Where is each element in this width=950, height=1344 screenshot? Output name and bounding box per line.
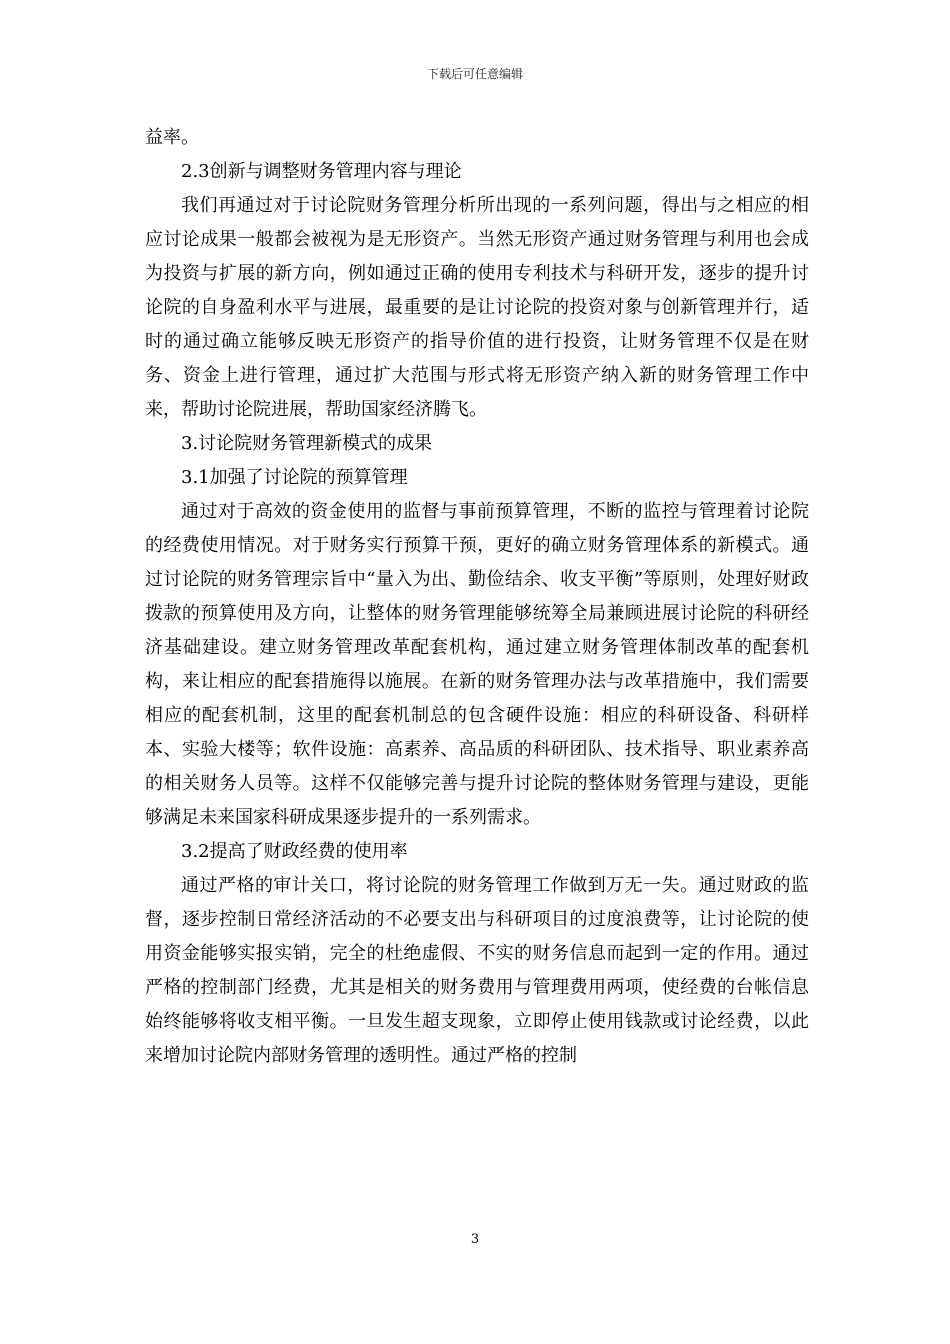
paragraph-continuation: 益率。: [145, 127, 199, 148]
paragraph-budget-management: 通过对于高效的资金使用的监督与事前预算管理，不断的监控与管理着讨论院的经费使用情况。对于财务实行预算干预，更好的确立财务管理体系的新模式。通过讨论院的财务管理宗旨中“量入为出、勤俭结余、收支平衡”等原则，处理好财政拨款的预算使用及方向，让整体的财务管理能够统筹全局兼顾进展讨论院的科研经济基础建设。建立财务管理改革配套机构，通过建立财务管理体制改革的配套机构，来让相应的配套措施得以施展。在新的财务管理办法与改革措施中，我们需要相应的配套机制，这里的配套机制总的包含硬件设施：相应的科研设备、科研样本、实验大楼等；软件设施：高素养、高品质的科研团队、技术指导、职业素养高的相关财务人员等。这样不仅能够完善与提升讨论院的整体财务管理与建设，更能够满足未来国家科研成果逐步提升的一系列需求。: [145, 501, 809, 828]
section-heading-3-2: 3.2提高了财政经费的使用率: [181, 841, 408, 862]
section-heading-3: 3.讨论院财务管理新模式的成果: [181, 433, 433, 454]
section-heading-2-3: 2.3创新与调整财务管理内容与理论: [181, 161, 462, 182]
section-heading-3-1: 3.1加强了讨论院的预算管理: [181, 467, 408, 488]
paragraph-funding-usage: 通过严格的审计关口，将讨论院的财务管理工作做到万无一失。通过财政的监督，逐步控制日常经济活动的不必要支出与科研项目的过度浪费等，让讨论院的使用资金能够实报实销，完全的杜绝虚假、不实的财务信息而起到一定的作用。通过严格的控制部门经费，尤其是相关的财务费用与管理费用两项，使经费的台帐信息始终能够将收支相平衡。一旦发生超支现象，立即停止使用钱款或讨论经费，以此来增加讨论院内部财务管理的透明性。通过严格的控制: [145, 875, 809, 1066]
page-header: 下载后可任意编辑: [426, 67, 523, 81]
paragraph-intangible-assets: 我们再通过对于讨论院财务管理分析所出现的一系列问题，得出与之相应的相应讨论成果一般都会被视为是无形资产。当然无形资产通过财务管理与利用也会成为投资与扩展的新方向，例如通过正确的使用专利技术与科研开发，逐步的提升讨论院的自身盈利水平与进展，最重要的是让讨论院的投资对象与创新管理并行，适时的通过确立能够反映无形资产的指导价值的进行投资，让财务管理不仅是在财务、资金上进行管理，通过扩大范围与形式将无形资产纳入新的财务管理工作中来，帮助讨论院进展，帮助国家经济腾飞。: [145, 195, 809, 420]
page-number: 3: [470, 1232, 480, 1247]
document-body: [145, 121, 809, 1073]
